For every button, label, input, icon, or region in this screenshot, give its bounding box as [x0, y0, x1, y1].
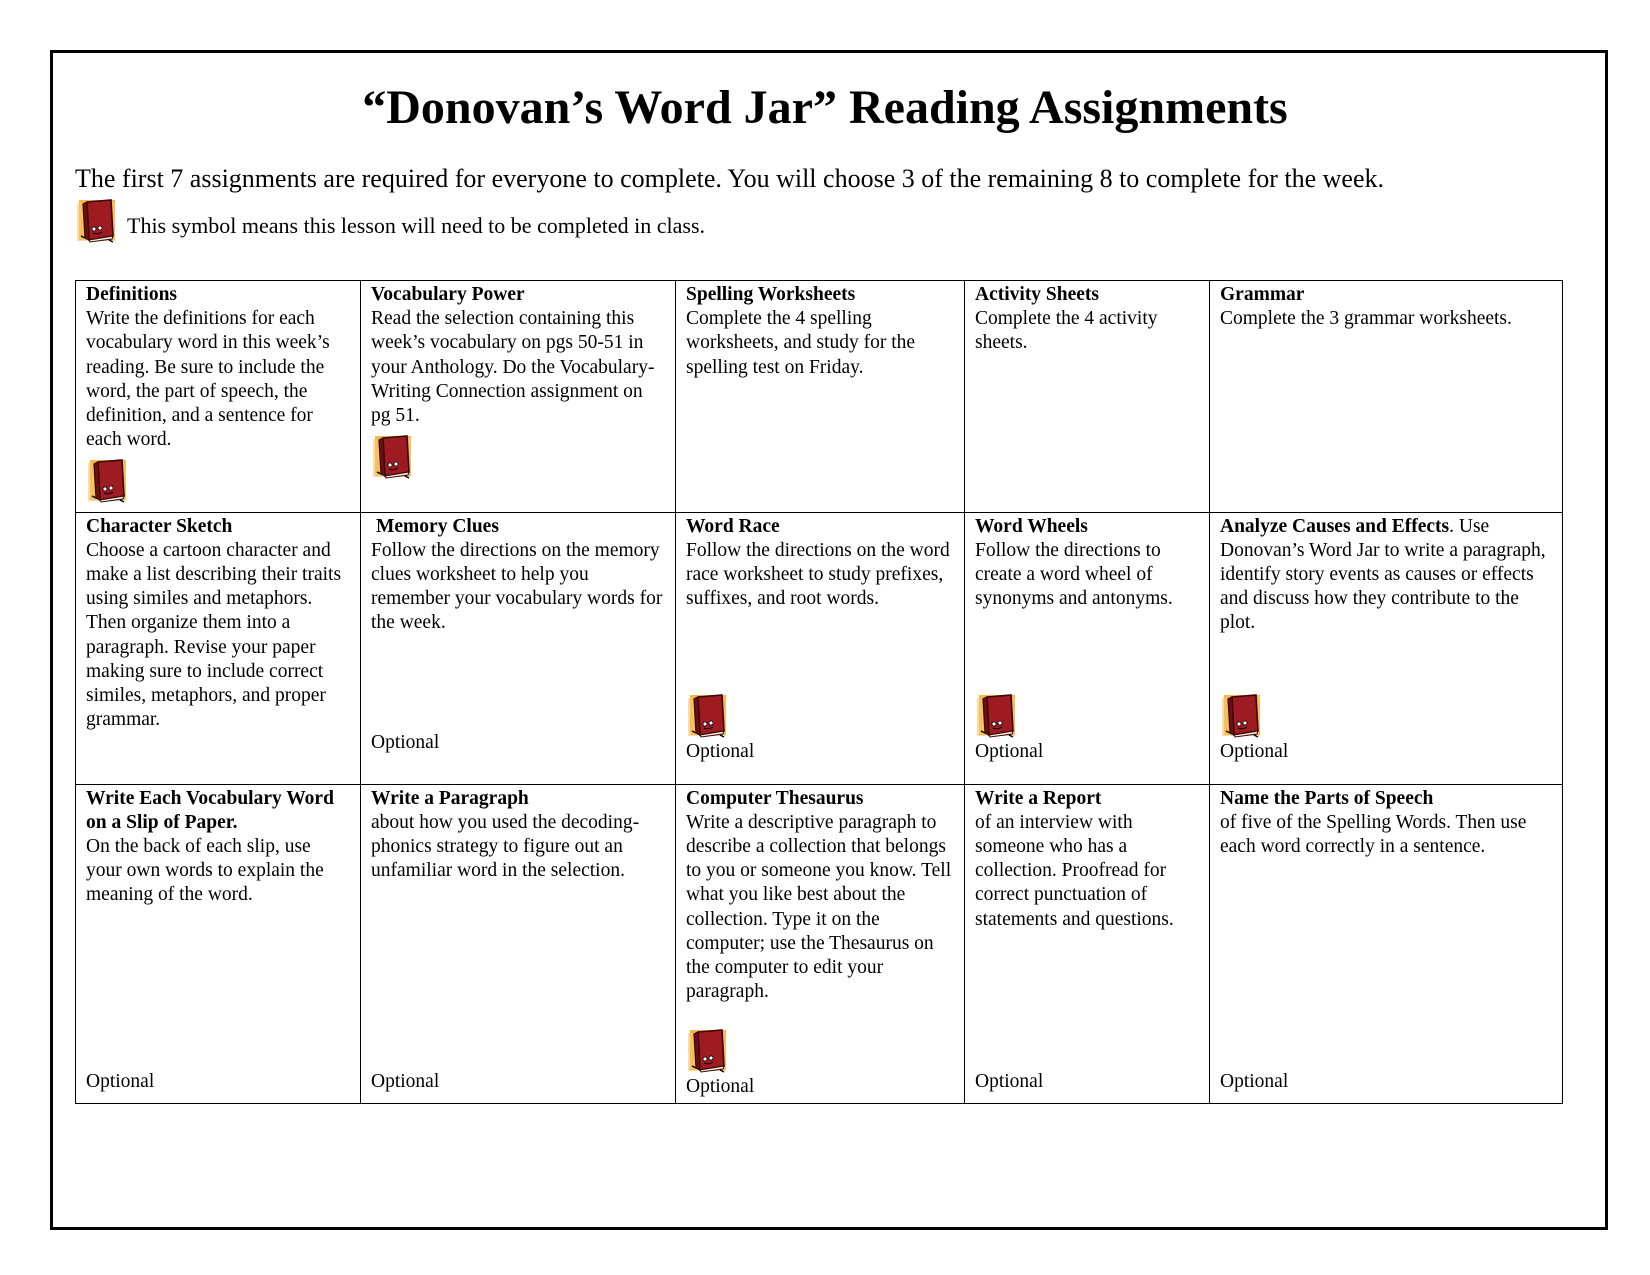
- legend: [75, 194, 705, 244]
- cell-title: Definitions: [86, 284, 178, 305]
- optional-label: Optional: [686, 740, 755, 762]
- cell-title: Analyze Causes and Effects: [1220, 515, 1450, 537]
- table-row: [76, 784, 1563, 1103]
- cell-title: Word Wheels: [975, 515, 1088, 537]
- optional-label: Optional: [1220, 1070, 1289, 1092]
- cell-description: Follow the directions on the memory clues worksheet to help you remember your vocabulary words for the week.: [371, 539, 663, 634]
- table-cell: [76, 281, 361, 513]
- cell-description: of an interview with someone who has a collection. Proofread for correct punctuation of statements and questions.: [975, 811, 1174, 930]
- book-icon: [75, 198, 121, 244]
- cell-title: Activity Sheets: [975, 284, 1100, 305]
- cell-title: Grammar: [1220, 284, 1305, 305]
- cell-description: On the back of each slip, use your own words to explain the meaning of the word.: [86, 836, 324, 906]
- optional-label: Optional: [975, 740, 1044, 762]
- cell-description: about how you used the decoding-phonics strategy to figure out an unfamiliar word in the selection.: [371, 811, 640, 882]
- table-cell: [676, 784, 965, 1103]
- cell-title: Spelling Worksheets: [686, 284, 856, 305]
- cell-description: Complete the 4 spelling worksheets, and study for the spelling test on Friday.: [686, 308, 916, 378]
- book-icon: [371, 434, 417, 480]
- cell-title: Vocabulary Power: [371, 284, 525, 305]
- optional-label: Optional: [86, 1070, 155, 1092]
- optional-label: Optional: [975, 1070, 1044, 1092]
- cell-description: Follow the directions to create a word wheel of synonyms and antonyms.: [975, 539, 1173, 610]
- table-row: [76, 512, 1563, 784]
- cell-title: Character Sketch: [86, 515, 233, 537]
- optional-label: Optional: [371, 731, 440, 753]
- cell-title: Write Each Vocabulary Word on a Slip of Paper.: [86, 787, 334, 833]
- cell-title: Write a Report: [975, 787, 1102, 809]
- cell-title: Write a Paragraph: [371, 787, 529, 809]
- cell-title: Name the Parts of Speech: [1220, 787, 1434, 809]
- legend-text: This symbol means this lesson will need to be completed in class.: [127, 213, 706, 238]
- table-cell: [361, 281, 676, 513]
- cell-description: of five of the Spelling Words. Then use each word correctly in a sentence.: [1220, 811, 1527, 858]
- table-cell: [1210, 512, 1563, 784]
- table-cell: [676, 512, 965, 784]
- book-icon: [686, 693, 732, 739]
- table-cell: [1210, 281, 1563, 513]
- cell-description: Write a descriptive paragraph to describe a collection that belongs to you or someone you know. Tell what you like best about the collection. Type it on the computer; use the Thesaurus on the computer to edit your paragraph.: [686, 811, 952, 1003]
- optional-label: Optional: [371, 1070, 440, 1092]
- cell-description: Follow the directions on the word race worksheet to study prefixes, suffixes, and root words.: [686, 539, 950, 610]
- table-cell: [965, 784, 1210, 1103]
- book-icon: [86, 458, 132, 504]
- table-row: [76, 281, 1563, 513]
- table-cell: [1210, 784, 1563, 1103]
- cell-title: Memory Clues: [376, 515, 499, 537]
- book-icon: [686, 1028, 732, 1074]
- book-icon: [975, 693, 1021, 739]
- table-cell: [965, 281, 1210, 513]
- table-cell: [76, 512, 361, 784]
- cell-description: Write the definitions for each vocabulary word in this week’s reading. Be sure to include the word, the part of speech, the definition, and a sentence for each word.: [86, 308, 330, 451]
- table-cell: [361, 784, 676, 1103]
- cell-title-tail: . Use: [1449, 515, 1490, 537]
- table-cell: [965, 512, 1210, 784]
- optional-label: Optional: [686, 1075, 755, 1097]
- cell-title: Word Race: [686, 515, 780, 537]
- cell-description: Complete the 4 activity sheets.: [975, 308, 1158, 354]
- cell-description: Choose a cartoon character and make a list describing their traits using similes and metaphors. Then organize them into a paragraph. Revise your paper making sure to include correct similes, metaphors, and proper grammar.: [86, 539, 342, 731]
- optional-label: Optional: [1220, 740, 1289, 762]
- assignments-table: [75, 280, 1563, 1104]
- cell-description: Donovan’s Word Jar to write a paragraph, identify story events as causes or effects and discuss how they contribute to the plot.: [1220, 539, 1546, 634]
- intro-text: The first 7 assignments are required for everyone to complete. You will choose 3 of the remaining 8 to complete for the week.: [75, 164, 1385, 193]
- table-cell: [676, 281, 965, 513]
- cell-description: Complete the 3 grammar worksheets.: [1220, 308, 1512, 330]
- table-cell: [76, 784, 361, 1103]
- cell-title: Computer Thesaurus: [686, 787, 864, 809]
- cell-description: Read the selection containing this week’s vocabulary on pgs 50-51 in your Anthology. Do the Vocabulary-Writing Connection assignment on pg 51.: [371, 308, 655, 427]
- cell-title-line: [1220, 515, 1552, 539]
- page-title: “Donovan’s Word Jar” Reading Assignments: [362, 81, 1288, 134]
- table-cell: [361, 512, 676, 784]
- book-icon: [1220, 693, 1266, 739]
